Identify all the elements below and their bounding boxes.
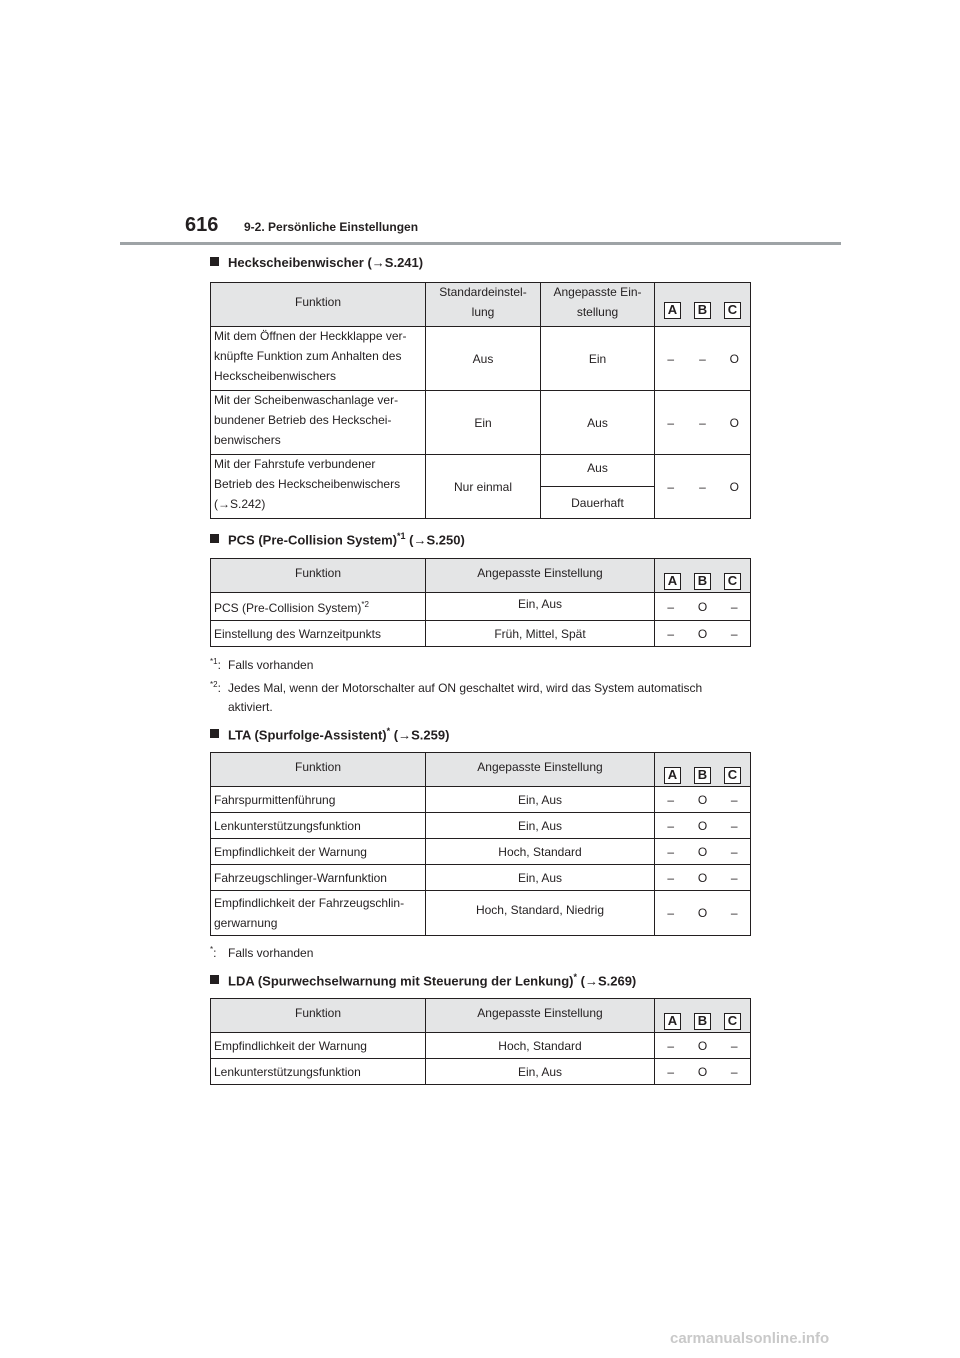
c-box-icon: C — [724, 1013, 741, 1030]
section-heading-lda: LDA (Spurwechselwarnung mit Steuerung der Lenkung)* (→S.269) — [210, 972, 636, 988]
footnote-lta: *: Falls vorhanden — [210, 945, 314, 960]
table-pcs — [210, 558, 751, 647]
table-lda — [210, 998, 751, 1085]
header-funktion: Funktion — [211, 283, 426, 327]
table-row: Fahrspurmittenführung Ein, Aus – O – — [211, 787, 751, 813]
section-heading-pcs: PCS (Pre-Collision System)$^{*1}$ (→S.250) — [210, 531, 465, 547]
header-divider — [120, 242, 841, 245]
table-header-row: Funktion Angepasste Einstellung A B C — [211, 753, 751, 787]
table-row: Mit dem Öffnen der Heckklappe ver- knüpfte Funktion zum Anhalten des Heckscheibenwischers Aus Ein – – O — [211, 327, 751, 391]
table-row: Fahrzeugschlinger-Warnfunktion Ein, Aus – O – — [211, 865, 751, 891]
table-row: Dauerhaft — [211, 487, 751, 519]
table-header-row: Funktion Angepasste Einstellung A B C — [211, 559, 751, 593]
footnote-1: $^{*1}$: Falls vorhanden — [210, 657, 314, 672]
table-row: Lenkunterstützungsfunktion Ein, Aus – O – — [211, 1059, 751, 1085]
page-number: 616 — [185, 214, 219, 236]
table-row: Empfindlichkeit der Warnung Hoch, Standard – O – — [211, 839, 751, 865]
section-heading-heckscheibenwischer: Heckscheibenwischer (→S.241) — [210, 255, 423, 270]
table-row: Empfindlichkeit der Fahrzeugschlin- gerwarnung Hoch, Standard, Niedrig – O – — [211, 891, 751, 936]
table-row: Lenkunterstützungsfunktion Ein, Aus – O – — [211, 813, 751, 839]
table-row: Mit der Scheibenwaschanlage ver- bundener Betrieb des Heckschei- benwischers Ein Aus – – O — [211, 391, 751, 455]
table-header-row — [211, 283, 751, 327]
b-box-icon: B — [694, 302, 711, 319]
table-row: Einstellung des Warnzeitpunkts Früh, Mittel, Spät – O – — [211, 621, 751, 647]
c-box-icon: C — [724, 573, 741, 590]
a-box-icon: A — [664, 1013, 681, 1030]
table-row: Mit der Fahrstufe verbundener Betrieb des Heckscheibenwischers (→S.242) Nur einmal Aus – – O — [211, 455, 751, 487]
section-heading-lta: LTA (Spurfolge-Assistent)* (→S.259) — [210, 726, 449, 742]
a-box-icon: A — [664, 573, 681, 590]
a-box-icon: A — [664, 767, 681, 784]
square-bullet-icon — [210, 534, 219, 543]
c-box-icon: C — [724, 302, 741, 319]
c-box-icon: C — [724, 767, 741, 784]
header-angepasst: Angepasste Ein- stellung — [541, 283, 655, 327]
square-bullet-icon — [210, 975, 219, 984]
table-heckscheibenwischer — [210, 282, 751, 519]
square-bullet-icon — [210, 257, 219, 266]
footnote-2: $^{*2}$: Jedes Mal, wenn der Motorschalter auf ON geschaltet wird, wird das System automatisch aktiviert. — [210, 680, 703, 714]
watermark: carmanualsonline.info — [670, 1330, 830, 1347]
table-row: Empfindlichkeit der Warnung Hoch, Standard – O – — [211, 1033, 751, 1059]
b-box-icon: B — [694, 767, 711, 784]
table-row: PCS (Pre-Collision System)$^{*2}$ Ein, Aus – O – — [211, 593, 751, 621]
header-standard: Standardeinstel- lung — [426, 283, 541, 327]
chapter-title: 9-2. Persönliche Einstellungen — [244, 220, 419, 234]
header-abc — [655, 283, 751, 327]
b-box-icon: B — [694, 573, 711, 590]
table-lta — [210, 752, 751, 936]
table-header-row: Funktion Angepasste Einstellung A B C — [211, 999, 751, 1033]
b-box-icon: B — [694, 1013, 711, 1030]
square-bullet-icon — [210, 729, 219, 738]
a-box-icon: A — [664, 302, 681, 319]
